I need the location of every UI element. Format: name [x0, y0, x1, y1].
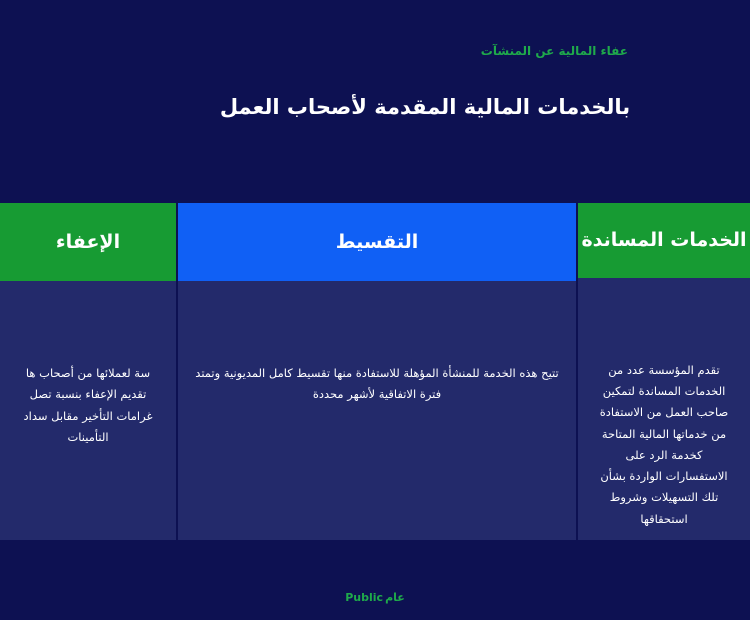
column-support-services-body — [578, 278, 750, 540]
column-installment-body — [178, 281, 576, 540]
columns-row — [0, 203, 750, 540]
column-exemption-header: الإعفاء — [0, 203, 176, 281]
page-title: بالخدمات المالية المقدمة لأصحاب العمل — [219, 95, 631, 119]
footer-classification — [0, 591, 750, 604]
column-exemption-text: سة لعملائها من أصحاب ها تقديم الإعفاء بنسبة تصل غرامات التأخير مقابل سداد التأمينات — [23, 366, 153, 444]
column-support-services — [578, 203, 750, 540]
footer-label-ar: عام — [385, 591, 405, 604]
column-installment-header: التقسيط — [178, 203, 576, 281]
column-exemption — [0, 203, 176, 540]
column-exemption-body — [0, 281, 176, 540]
slide-eyebrow-heading: عفاء المالية عن المنشآت — [480, 44, 628, 58]
column-support-services-text: تقدم المؤسسة عدد من الخدمات المساندة لتمكين صاحب العمل من الاستفادة من خدماتها المالية المتاحة كخدمة الرد على الاستفسارات الواردة بشأن تلك التسهيلات وشروط استحقاقها — [599, 362, 729, 526]
column-installment — [178, 203, 576, 540]
footer-label-en: Public — [345, 591, 384, 604]
column-installment-text: تتيح هذه الخدمة للمنشأة المؤهلة للاستفادة منها تقسيط كامل المديونية وتمتد فترة الاتفاقية لأشهر محددة — [195, 366, 559, 402]
column-support-services-header: الخدمات المساندة — [578, 203, 750, 278]
